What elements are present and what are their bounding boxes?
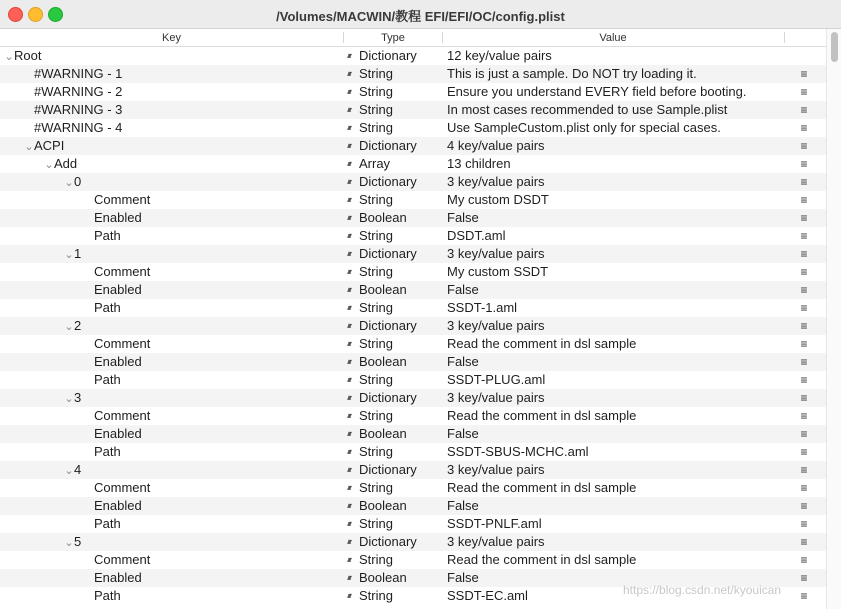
key-cell[interactable] bbox=[84, 263, 150, 281]
row-menu-icon[interactable]: ≡ bbox=[800, 265, 808, 279]
table-row[interactable] bbox=[0, 245, 826, 263]
row-menu-icon[interactable]: ≡ bbox=[800, 355, 808, 369]
value-cell[interactable]: This is just a sample. Do NOT try loading it. bbox=[447, 66, 697, 81]
type-popup[interactable] bbox=[347, 407, 393, 425]
table-row[interactable] bbox=[0, 407, 826, 425]
row-menu-icon[interactable]: ≡ bbox=[800, 67, 808, 81]
type-popup[interactable] bbox=[347, 245, 417, 263]
value-cell[interactable]: 3 key/value pairs bbox=[447, 318, 545, 333]
row-menu-icon[interactable]: ≡ bbox=[800, 211, 808, 225]
column-header-key[interactable]: Key bbox=[162, 32, 181, 44]
popup-arrows-icon: ▴▾ bbox=[347, 465, 350, 474]
popup-arrows-icon: ▴▾ bbox=[347, 411, 350, 420]
type-popup[interactable] bbox=[347, 137, 417, 155]
table-row[interactable] bbox=[0, 83, 826, 101]
popup-arrows-icon: ▴▾ bbox=[347, 375, 350, 384]
table-row[interactable] bbox=[0, 443, 826, 461]
type-popup[interactable] bbox=[347, 551, 393, 569]
popup-arrows-icon: ▴▾ bbox=[347, 447, 350, 456]
row-menu-icon[interactable]: ≡ bbox=[800, 535, 808, 549]
key-cell[interactable] bbox=[84, 353, 142, 371]
type-label: String bbox=[359, 66, 393, 81]
value-cell[interactable]: 12 key/value pairs bbox=[447, 48, 552, 63]
row-menu-icon[interactable]: ≡ bbox=[800, 139, 808, 153]
type-label: String bbox=[359, 408, 393, 423]
type-popup[interactable] bbox=[347, 227, 393, 245]
value-cell[interactable]: My custom SSDT bbox=[447, 264, 549, 279]
value-cell[interactable]: False bbox=[447, 282, 479, 297]
key-cell[interactable] bbox=[24, 65, 122, 83]
key-cell[interactable] bbox=[84, 371, 121, 389]
value-cell[interactable]: 3 key/value pairs bbox=[447, 462, 545, 477]
scrollbar-thumb[interactable] bbox=[831, 32, 838, 62]
table-row[interactable] bbox=[0, 209, 826, 227]
key-cell[interactable] bbox=[84, 299, 121, 317]
key-cell[interactable] bbox=[84, 209, 142, 227]
type-popup[interactable] bbox=[347, 443, 393, 461]
value-cell[interactable]: Read the comment in dsl sample bbox=[447, 336, 637, 351]
key-cell[interactable] bbox=[64, 461, 81, 479]
column-header-type[interactable]: Type bbox=[381, 32, 405, 44]
value-cell[interactable]: 3 key/value pairs bbox=[447, 390, 545, 405]
table-row[interactable] bbox=[0, 137, 826, 155]
key-label: Path bbox=[94, 228, 121, 243]
value-cell[interactable]: Ensure you understand EVERY field before booting. bbox=[447, 84, 747, 99]
key-cell[interactable] bbox=[64, 317, 81, 335]
row-menu-icon[interactable]: ≡ bbox=[800, 427, 808, 441]
key-cell[interactable] bbox=[24, 137, 64, 155]
type-label: Boolean bbox=[359, 426, 407, 441]
watermark: https://blog.csdn.net/kyouican bbox=[623, 583, 782, 597]
table-row[interactable] bbox=[0, 263, 826, 281]
table-row[interactable] bbox=[0, 371, 826, 389]
popup-arrows-icon: ▴▾ bbox=[347, 213, 350, 222]
key-label: Enabled bbox=[94, 498, 142, 513]
table-row[interactable] bbox=[0, 119, 826, 137]
value-cell[interactable]: False bbox=[447, 354, 479, 369]
key-cell[interactable] bbox=[64, 533, 81, 551]
type-label: Dictionary bbox=[359, 462, 417, 477]
key-label: Comment bbox=[94, 552, 151, 567]
key-label: 4 bbox=[74, 462, 82, 477]
key-label: Enabled bbox=[94, 354, 142, 369]
key-label: #WARNING - 2 bbox=[34, 84, 123, 99]
popup-arrows-icon: ▴▾ bbox=[347, 177, 350, 186]
popup-arrows-icon: ▴▾ bbox=[347, 141, 350, 150]
key-label: #WARNING - 1 bbox=[34, 66, 123, 81]
value-cell[interactable]: Use SampleCustom.plist only for special cases. bbox=[447, 120, 721, 135]
popup-arrows-icon: ▴▾ bbox=[347, 339, 350, 348]
key-cell[interactable] bbox=[84, 479, 150, 497]
value-cell[interactable]: DSDT.aml bbox=[447, 228, 506, 243]
value-cell[interactable]: SSDT-SBUS-MCHC.aml bbox=[447, 444, 589, 459]
disclosure-chevron-icon[interactable]: ⌄ bbox=[64, 321, 74, 333]
key-cell[interactable] bbox=[84, 569, 142, 587]
popup-arrows-icon: ▴▾ bbox=[347, 573, 350, 582]
type-label: String bbox=[359, 588, 393, 603]
disclosure-chevron-icon[interactable]: ⌄ bbox=[4, 51, 14, 63]
table-row[interactable] bbox=[0, 497, 826, 515]
key-label: Comment bbox=[94, 336, 151, 351]
disclosure-chevron-icon[interactable]: ⌄ bbox=[64, 537, 74, 549]
type-label: String bbox=[359, 264, 393, 279]
key-label: Comment bbox=[94, 408, 151, 423]
type-label: Boolean bbox=[359, 354, 407, 369]
row-menu-icon[interactable]: ≡ bbox=[800, 589, 808, 603]
key-label: Root bbox=[14, 48, 42, 63]
table-row[interactable] bbox=[0, 533, 826, 551]
type-label: String bbox=[359, 300, 393, 315]
key-label: 2 bbox=[74, 318, 82, 333]
type-popup[interactable] bbox=[347, 461, 417, 479]
row-menu-icon[interactable]: ≡ bbox=[800, 157, 808, 171]
row-menu-icon[interactable]: ≡ bbox=[800, 409, 808, 423]
row-menu-icon[interactable]: ≡ bbox=[800, 103, 808, 117]
type-popup[interactable] bbox=[347, 65, 393, 83]
row-menu-icon[interactable]: ≡ bbox=[800, 571, 808, 585]
type-popup[interactable] bbox=[347, 155, 390, 173]
row-menu-icon[interactable]: ≡ bbox=[800, 301, 808, 315]
type-label: String bbox=[359, 444, 393, 459]
type-popup[interactable] bbox=[347, 533, 417, 551]
row-menu-icon[interactable]: ≡ bbox=[800, 121, 808, 135]
key-label: Comment bbox=[94, 192, 151, 207]
key-label: Enabled bbox=[94, 282, 142, 297]
key-cell[interactable] bbox=[84, 335, 150, 353]
row-menu-icon[interactable]: ≡ bbox=[800, 319, 808, 333]
type-label: String bbox=[359, 192, 393, 207]
row-menu-icon[interactable]: ≡ bbox=[800, 463, 808, 477]
key-cell[interactable] bbox=[44, 155, 77, 173]
type-label: Dictionary bbox=[359, 174, 417, 189]
key-cell[interactable] bbox=[84, 443, 121, 461]
popup-arrows-icon: ▴▾ bbox=[347, 231, 350, 240]
table-row[interactable] bbox=[0, 551, 826, 569]
type-popup[interactable] bbox=[347, 587, 393, 605]
disclosure-chevron-icon[interactable]: ⌄ bbox=[44, 159, 54, 171]
type-label: String bbox=[359, 336, 393, 351]
row-menu-icon[interactable]: ≡ bbox=[800, 445, 808, 459]
value-cell[interactable]: Read the comment in dsl sample bbox=[447, 552, 637, 567]
type-label: String bbox=[359, 84, 393, 99]
row-menu-icon[interactable]: ≡ bbox=[800, 517, 808, 531]
value-cell[interactable]: Read the comment in dsl sample bbox=[447, 480, 637, 495]
type-label: Dictionary bbox=[359, 48, 417, 63]
key-cell[interactable] bbox=[64, 245, 81, 263]
popup-arrows-icon: ▴▾ bbox=[347, 87, 350, 96]
key-label: Add bbox=[54, 156, 78, 171]
popup-arrows-icon: ▴▾ bbox=[347, 357, 350, 366]
row-menu-icon[interactable]: ≡ bbox=[800, 481, 808, 495]
type-label: Boolean bbox=[359, 210, 407, 225]
value-cell[interactable]: 13 children bbox=[447, 156, 511, 171]
type-popup[interactable] bbox=[347, 515, 393, 533]
type-popup[interactable] bbox=[347, 353, 407, 371]
key-label: Path bbox=[94, 300, 121, 315]
value-cell[interactable]: SSDT-EC.aml bbox=[447, 588, 528, 603]
key-label: Enabled bbox=[94, 426, 142, 441]
table-row[interactable] bbox=[0, 479, 826, 497]
table-row[interactable] bbox=[0, 425, 826, 443]
value-cell[interactable]: 4 key/value pairs bbox=[447, 138, 545, 153]
popup-arrows-icon: ▴▾ bbox=[347, 303, 350, 312]
popup-arrows-icon: ▴▾ bbox=[347, 429, 350, 438]
row-menu-icon[interactable]: ≡ bbox=[800, 229, 808, 243]
type-popup[interactable] bbox=[347, 47, 417, 65]
table-row[interactable] bbox=[0, 299, 826, 317]
type-label: Dictionary bbox=[359, 138, 417, 153]
table-row[interactable] bbox=[0, 461, 826, 479]
type-label: String bbox=[359, 372, 393, 387]
vertical-scrollbar[interactable] bbox=[826, 29, 841, 609]
table-row[interactable] bbox=[0, 191, 826, 209]
key-cell[interactable] bbox=[24, 119, 122, 137]
key-label: Path bbox=[94, 444, 121, 459]
disclosure-chevron-icon[interactable]: ⌄ bbox=[64, 177, 74, 189]
key-cell[interactable] bbox=[84, 587, 121, 605]
table-row[interactable] bbox=[0, 65, 826, 83]
type-popup[interactable] bbox=[347, 569, 407, 587]
key-cell[interactable] bbox=[84, 227, 121, 245]
type-label: Dictionary bbox=[359, 534, 417, 549]
key-cell[interactable] bbox=[84, 191, 150, 209]
key-label: 5 bbox=[74, 534, 82, 549]
type-label: String bbox=[359, 228, 393, 243]
popup-arrows-icon: ▴▾ bbox=[347, 51, 350, 60]
window-title: /Volumes/MACWIN/教程 EFI/EFI/OC/config.plist bbox=[276, 9, 565, 24]
value-cell[interactable]: SSDT-PLUG.aml bbox=[447, 372, 546, 387]
type-popup[interactable] bbox=[347, 335, 393, 353]
popup-arrows-icon: ▴▾ bbox=[347, 483, 350, 492]
table-row[interactable] bbox=[0, 353, 826, 371]
table-row[interactable] bbox=[0, 47, 826, 65]
key-label: Comment bbox=[94, 480, 151, 495]
type-popup[interactable] bbox=[347, 371, 393, 389]
row-menu-icon[interactable]: ≡ bbox=[800, 85, 808, 99]
value-cell[interactable]: 3 key/value pairs bbox=[447, 534, 545, 549]
row-menu-icon[interactable]: ≡ bbox=[800, 553, 808, 567]
row-menu-icon[interactable]: ≡ bbox=[800, 373, 808, 387]
key-cell[interactable] bbox=[24, 83, 122, 101]
value-cell[interactable]: 3 key/value pairs bbox=[447, 174, 545, 189]
type-label: String bbox=[359, 102, 393, 117]
row-menu-icon[interactable]: ≡ bbox=[800, 247, 808, 261]
outline-view[interactable] bbox=[0, 47, 826, 609]
value-cell[interactable]: 3 key/value pairs bbox=[447, 246, 545, 261]
value-cell[interactable]: My custom DSDT bbox=[447, 192, 549, 207]
table-row[interactable] bbox=[0, 173, 826, 191]
popup-arrows-icon: ▴▾ bbox=[347, 555, 350, 564]
popup-arrows-icon: ▴▾ bbox=[347, 195, 350, 204]
type-popup[interactable] bbox=[347, 497, 407, 515]
key-label: Comment bbox=[94, 264, 151, 279]
key-label: Path bbox=[94, 372, 121, 387]
type-popup[interactable] bbox=[347, 119, 393, 137]
type-label: Array bbox=[359, 156, 391, 171]
type-popup[interactable] bbox=[347, 425, 407, 443]
value-cell[interactable]: In most cases recommended to use Sample.plist bbox=[447, 102, 728, 117]
type-label: Dictionary bbox=[359, 390, 417, 405]
value-cell[interactable]: False bbox=[447, 210, 479, 225]
key-label: Path bbox=[94, 516, 121, 531]
popup-arrows-icon: ▴▾ bbox=[347, 123, 350, 132]
type-popup[interactable] bbox=[347, 389, 417, 407]
key-cell[interactable] bbox=[84, 425, 142, 443]
table-row[interactable] bbox=[0, 101, 826, 119]
key-cell[interactable] bbox=[64, 173, 81, 191]
table-row[interactable] bbox=[0, 155, 826, 173]
table-row[interactable] bbox=[0, 389, 826, 407]
table-row[interactable] bbox=[0, 281, 826, 299]
key-label: Enabled bbox=[94, 210, 142, 225]
type-popup[interactable] bbox=[347, 191, 393, 209]
table-row[interactable] bbox=[0, 335, 826, 353]
popup-arrows-icon: ▴▾ bbox=[347, 69, 350, 78]
key-label: #WARNING - 4 bbox=[34, 120, 123, 135]
key-cell[interactable] bbox=[84, 497, 142, 515]
popup-arrows-icon: ▴▾ bbox=[347, 393, 350, 402]
disclosure-chevron-icon[interactable]: ⌄ bbox=[24, 141, 34, 153]
popup-arrows-icon: ▴▾ bbox=[347, 321, 350, 330]
key-label: Path bbox=[94, 588, 121, 603]
table-row[interactable] bbox=[0, 515, 826, 533]
value-cell[interactable]: False bbox=[447, 570, 479, 585]
type-popup[interactable] bbox=[347, 263, 393, 281]
key-label: ACPI bbox=[34, 138, 65, 153]
value-cell[interactable]: False bbox=[447, 426, 479, 441]
value-cell[interactable]: SSDT-PNLF.aml bbox=[447, 516, 542, 531]
key-label: 0 bbox=[74, 174, 82, 189]
disclosure-chevron-icon[interactable]: ⌄ bbox=[64, 249, 74, 261]
type-popup[interactable] bbox=[347, 281, 407, 299]
popup-arrows-icon: ▴▾ bbox=[347, 501, 350, 510]
column-divider[interactable] bbox=[784, 32, 785, 43]
key-label: 1 bbox=[74, 246, 82, 261]
type-label: String bbox=[359, 120, 393, 135]
value-cell[interactable]: False bbox=[447, 498, 479, 513]
type-label: String bbox=[359, 480, 393, 495]
key-cell[interactable] bbox=[84, 551, 150, 569]
disclosure-chevron-icon[interactable]: ⌄ bbox=[64, 393, 74, 405]
type-popup[interactable] bbox=[347, 479, 393, 497]
type-popup[interactable] bbox=[347, 173, 417, 191]
type-popup[interactable] bbox=[347, 101, 393, 119]
popup-arrows-icon: ▴▾ bbox=[347, 285, 350, 294]
popup-arrows-icon: ▴▾ bbox=[347, 249, 350, 258]
popup-arrows-icon: ▴▾ bbox=[347, 591, 350, 600]
key-cell[interactable] bbox=[84, 281, 142, 299]
popup-arrows-icon: ▴▾ bbox=[347, 519, 350, 528]
type-label: Boolean bbox=[359, 570, 407, 585]
key-cell[interactable] bbox=[84, 515, 121, 533]
type-label: Boolean bbox=[359, 282, 407, 297]
row-menu-icon[interactable]: ≡ bbox=[800, 391, 808, 405]
disclosure-chevron-icon[interactable]: ⌄ bbox=[64, 465, 74, 477]
key-cell[interactable] bbox=[84, 407, 150, 425]
column-header bbox=[0, 29, 826, 47]
popup-arrows-icon: ▴▾ bbox=[347, 267, 350, 276]
value-cell[interactable]: SSDT-1.aml bbox=[447, 300, 518, 315]
popup-arrows-icon: ▴▾ bbox=[347, 537, 350, 546]
table-row[interactable] bbox=[0, 317, 826, 335]
table-row[interactable] bbox=[0, 227, 826, 245]
row-menu-icon[interactable]: ≡ bbox=[800, 193, 808, 207]
row-menu-icon[interactable]: ≡ bbox=[800, 337, 808, 351]
key-cell[interactable] bbox=[64, 389, 81, 407]
key-label: 3 bbox=[74, 390, 82, 405]
type-popup[interactable] bbox=[347, 317, 417, 335]
popup-arrows-icon: ▴▾ bbox=[347, 159, 350, 168]
type-label: Dictionary bbox=[359, 318, 417, 333]
row-menu-icon[interactable]: ≡ bbox=[800, 499, 808, 513]
type-label: String bbox=[359, 552, 393, 567]
popup-arrows-icon: ▴▾ bbox=[347, 105, 350, 114]
row-menu-icon[interactable]: ≡ bbox=[800, 283, 808, 297]
title-bar[interactable] bbox=[0, 0, 841, 29]
type-popup[interactable] bbox=[347, 83, 393, 101]
key-cell[interactable] bbox=[4, 47, 41, 65]
key-cell[interactable] bbox=[24, 101, 122, 119]
type-label: Boolean bbox=[359, 498, 407, 513]
key-label: #WARNING - 3 bbox=[34, 102, 123, 117]
type-label: Dictionary bbox=[359, 246, 417, 261]
column-header-value[interactable]: Value bbox=[599, 32, 627, 44]
type-popup[interactable] bbox=[347, 209, 407, 227]
type-popup[interactable] bbox=[347, 299, 393, 317]
key-label: Enabled bbox=[94, 570, 142, 585]
value-cell[interactable]: Read the comment in dsl sample bbox=[447, 408, 637, 423]
type-label: String bbox=[359, 516, 393, 531]
row-menu-icon[interactable]: ≡ bbox=[800, 175, 808, 189]
